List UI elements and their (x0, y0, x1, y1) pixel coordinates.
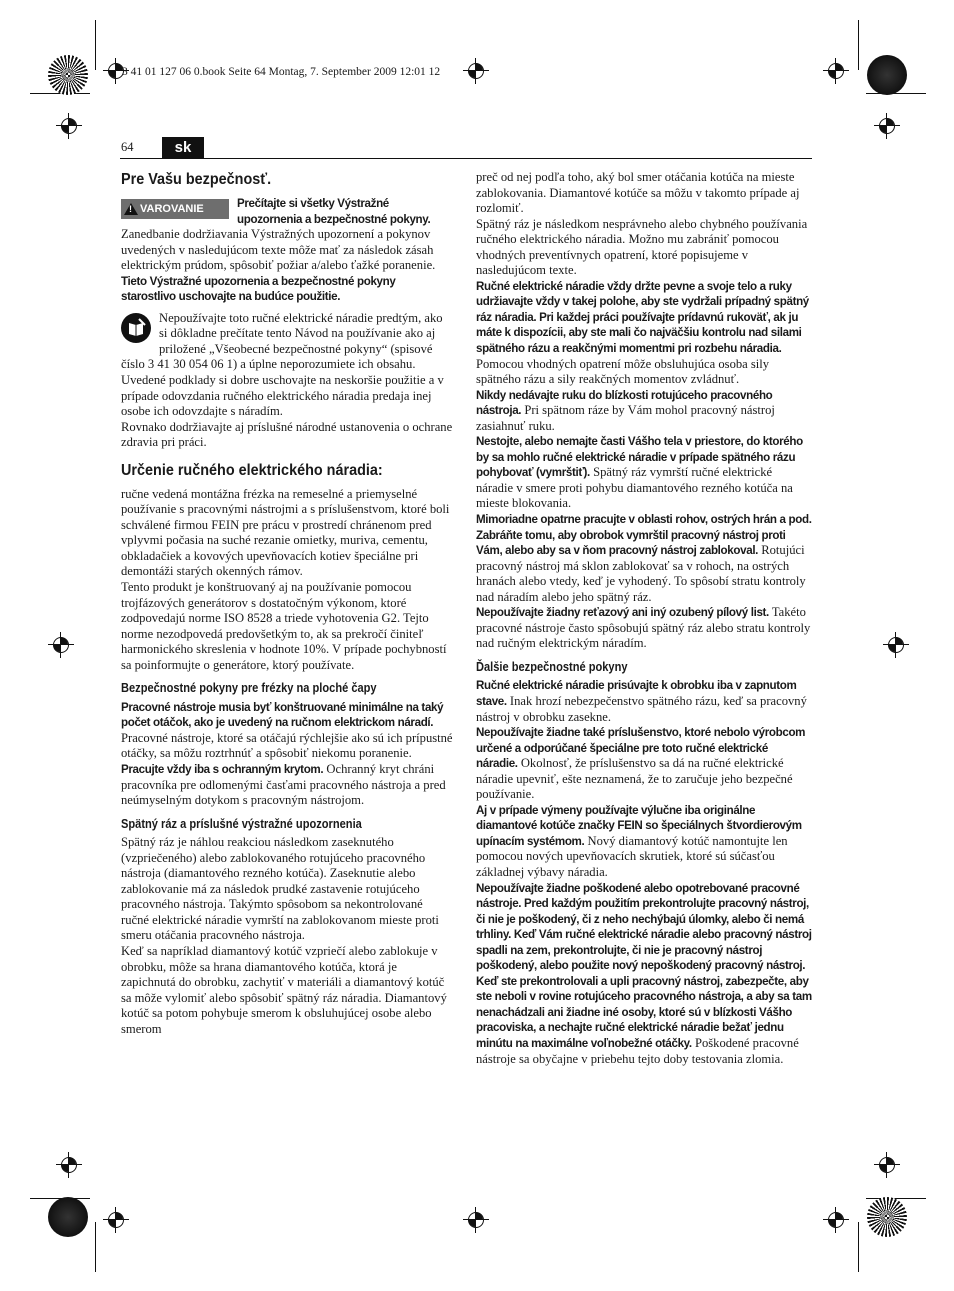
crop-mark (858, 20, 859, 70)
warning-label: VAROVANIE (140, 203, 204, 215)
crop-mark (866, 93, 926, 94)
page-number: 64 (121, 140, 134, 154)
crop-mark (95, 1222, 96, 1272)
keep-instructions: Tieto Výstražné upozornenia a bezpečnostné pokyny starostlivo uschovajte na budúce použitie. (121, 274, 396, 304)
registration-mark-icon (874, 1152, 900, 1178)
registration-mark-icon (103, 1207, 129, 1233)
manual-paragraph (121, 311, 453, 420)
rule-bold: Ručné elektrické náradie vždy držte pevne a svoje telo a ruky udržiavajte vždy v takej polohe, aby ste vydržali prípadný spätný ráz náradia. Pri každej práci používajte prídavnú rukoväť, ak ju máte k dispozícii, aby ste mali čo najväčšiu kontrolu nad silami spätného rázu a reakčnými momentmi pri rozbehu náradia. (476, 279, 809, 356)
rule-bold: Nestojte, alebo nemajte časti Vášho tela v priestore, do ktorého by sa mohlo ručné elektrické náradie v prípade spätného rázu pohybovať (vymrštiť). (476, 435, 803, 480)
rule-text: Pri spätnom ráze by Vám mohol pracovný nástroj zasiahnuť ruku. (476, 403, 775, 433)
rule-corners (476, 512, 812, 605)
usage-paragraph-2: Tento produkt je konštruovaný aj na používanie pomocou trojfázových generátorov s dostatočným výkonom, ktoré zodpovedajú norme ISO 8528 a triede vyhotovenia G2. Tejto norme nezodpovedá predovšetkým to, ak sa prekročí činiteľ harmonického skreslenia v hodnote 10%. V prípade pochybností sa poinformujte o generátore, ktorý používate. (121, 580, 447, 672)
rule-bold: Mimoriadne opatrne pracujte v oblasti rohov, ostrých hrán a pod. Zabráňte tomu, aby obrobok vymrštil pracovný nástroj proti Vám, alebo aby sa v ňom pracovný nástroj zablokoval. (476, 513, 812, 558)
registration-mark-icon (56, 113, 82, 139)
rule-text: Pomocou vhodných opatrení môže obsluhujúca osoba sily spätného rázu a sily reakčných momentov zvládnuť. (476, 356, 770, 387)
color-target-icon (867, 55, 907, 95)
rule-bold: Aj v prípade výmeny používajte výlučne iba originálne diamantové kotúče značky FEIN so špeciálnych štvordierovým upínacím systémom. (476, 803, 802, 848)
rule-text: Poškodené pracovné nástroje sa obyčajne v priebehu tejto doby testovania zlomia. (476, 1036, 799, 1066)
rule-text: Okolnosť, že príslušenstvo sa dá na ručné elektrické náradie upevniť, ešte neznamená, že to zaručuje jeho bezpečné používanie. (476, 756, 793, 802)
registration-mark-icon (463, 1207, 489, 1233)
rule-text: Takéto pracovné nástroje často spôsobujú spätný ráz alebo stratu kontroly nad ručným elektrickým náradím. (476, 605, 811, 651)
warning-badge (121, 199, 229, 219)
read-manual-icon (121, 313, 151, 343)
rule-hold-tool (476, 279, 812, 388)
color-target-icon (48, 1197, 88, 1237)
flat-paragraph-1 (121, 700, 453, 762)
heading-kickback: Spätný ráz a príslušné výstražné upozornenia (121, 816, 362, 831)
color-target-icon (48, 55, 88, 95)
color-target-icon (867, 1197, 907, 1237)
rule-bold: Ručné elektrické náradie prisúvajte k obrobku iba v zapnutom stave. (476, 679, 797, 708)
kickback-cause: Spätný ráz je následkom nesprávneho alebo chybného používania ručného elektrického náradia. Možno mu zabrániť pomocou vhodných preventívnych opatrení, ktoré popisujeme v nasledujúcom texte. (476, 216, 808, 278)
rule-saw-blades (476, 605, 812, 652)
rule-text: Spätný ráz vymrští ručné elektrické náradie v smere proti pohybu diamantového rezného kotúča na mieste blokovania. (476, 465, 793, 511)
rule-text: Rotujúci pracovný nástroj má sklon zablokovať sa v rohoch, na ostrých hranách alebo vtedy, keď je vyhodený. To spôsobí stratu kontroly nad náradím alebo jeho spätný ráz. (476, 543, 806, 604)
kickback-paragraph-2: Keď sa napríklad diamantový kotúč vzpriečí alebo zablokuje v obrobku, môže sa hrana diamantového kotúča, ktorá je zapichnutá do obrobku, zachytiť v materiáli a diamantový kotúč sa môže vylomiť alebo spôsobiť spätný ráz náradia. Diamantový kotúč sa potom pohybuje smerom k obsluhujúcej osobe alebo smerom (121, 943, 447, 1036)
kickback-paragraph-1: Spätný ráz je náhlou reakciou následkom zaseknutého (vzpriečeného) alebo zablokovaného rotujúceho pracovného nástroja (diamantového rezného kotúča). Zaseknutie alebo zablokovanie má za následok prudké zastavenie rotujúceho pracovného nástroja. Takýmto spôsobom sa nekontrolované ručné elektrické náradie vymrští na zablokovanom mieste proti smeru otáčania pracovného nástroja. (121, 835, 439, 943)
usage-paragraph-1: ručne vedená montážna frézka na remeselné a priemyselné používanie s pracovnými nástrojmi a s príslušenstvom, ktoré boli schválené firmou FEIN pre prácu v prostredí chránenom pred vplyvmi počasia na suché rezanie omietky, muriva, cementu, obkladačiek a kovových upevňovacích kotiev špeciálne pri demontáži starých okenných rámov. (121, 486, 450, 579)
heading-usage: Určenie ručného elektrického náradia: (121, 461, 383, 479)
left-column (121, 170, 453, 1037)
flat-text-1: Pracovné nástroje, ktoré sa otáčajú rýchlejšie ako sú ich prípustné otáčky, sa môžu roztrhnúť a spôsobiť niekomu poranenie. (121, 730, 453, 761)
rule-switched-on (476, 678, 812, 725)
national-regulations: Rovnako dodržiavajte aj príslušné národné ustanovenia o ochrane zdravia pri práci. (121, 419, 453, 450)
book-file-info: 3 41 01 127 06 0.book Seite 64 Montag, 7. September 2009 12:01 12 (122, 66, 441, 78)
flat-bold-1: Pracovné nástroje musia byť konštruované minimálne na taký počet otáčok, ako je uvedený na ručnom elektrickom náradí. (121, 700, 444, 730)
warning-paragraph (121, 196, 453, 274)
registration-mark-icon (823, 58, 849, 84)
rule-bold: Nepoužívajte žiadne také príslušenstvo, ktoré nebolo výrobcom určené a odporúčané špeciálne pre toto ručné elektrické náradie. (476, 726, 806, 771)
warning-text: Zanedbanie dodržiavania Výstražných upozornení a pokynov uvedených v nasledujúcom texte môže mať za následok zásah elektrickým prúdom, spôsobiť požiar a/alebo ťažké poranenie. (121, 227, 436, 273)
registration-mark-icon (48, 632, 74, 658)
registration-mark-icon (874, 113, 900, 139)
heading-flat-dowel: Bezpečnostné pokyny pre frézky na ploché čapy (121, 681, 377, 696)
rule-hands (476, 388, 812, 435)
rule-original-blades (476, 803, 812, 881)
crop-mark (95, 20, 96, 70)
right-column (476, 170, 812, 1067)
rule-accessories (476, 725, 812, 803)
header-rule (120, 158, 812, 159)
registration-mark-icon (463, 58, 489, 84)
rule-text: Inak hrozí nebezpečenstvo spätného rázu, keď sa pracovný nástroj v obrobku zasekne. (476, 694, 807, 724)
manual-text: Nepoužívajte toto ručné elektrické náradie predtým, ako si dôkladne prečítate tento Návod na používanie ako aj priložené „Všeobecné bezpečnostné pokyny“ (spisové číslo 3 41 30 054 06 1) a úplne neporozumiete ich obsahu. Uvedené podklady si dobre uschovajte na neskoršie použitie a v prípade odovzdania ručného elektrického náradia predaja inej osobe ich odovzdajte s náradím. (121, 310, 444, 419)
flat-paragraph-2 (121, 762, 453, 809)
registration-mark-icon (823, 1207, 849, 1233)
registration-mark-icon (56, 1152, 82, 1178)
rule-body-position (476, 434, 812, 512)
registration-mark-icon (883, 632, 909, 658)
heading-further-safety: Ďalšie bezpečnostné pokyny (476, 659, 628, 674)
rule-bold: Nikdy nedávajte ruku do blízkosti rotujúceho pracovného nástroja. (476, 388, 773, 418)
rule-text: Nový diamantový kotúč namontujte len pomocou nových upevňovacích skrutiek, ktoré sú súčasťou základnej výbavy náradia. (476, 833, 788, 880)
flat-text-2: Ochranný kryt chráni pracovníka pre odlomenými časťami pracovného nástroja a pred neúmyselným dotykom s pracovným nástrojom. (121, 762, 446, 808)
rule-bold: Nepoužívajte žiadne poškodené alebo opotrebované pracovné nástroje. Pred každým použitím prekontrolujte pracovný nástroj, či nie je poškodený, či z neho nechýbajú úlomky, alebo či nemá trhliny. Keď Vám ručné elektrické náradie alebo pracovný nástroj spadli na zem, prekontrolujte, či nie je pracovný nástroj poškodený, alebo použite nový nepoškodený pracovný nástroj. Keď ste prekontrolovali a upli pracovný nástroj, zabezpečte, aby ste neboli v rovine rotujúceho pracovného nástroja, a aby sa tam nenachádzali ani žiadne iné osoby, ktoré sú v blízkosti Vášho pracoviska, a nechajte ručné elektrické náradie bežať jednu minútu na maximálne voľnobežné otáčky. (476, 881, 812, 1051)
language-tab: sk (162, 137, 204, 159)
flat-bold-2: Pracujte vždy iba s ochranným krytom. (121, 763, 324, 776)
crop-mark (858, 1222, 859, 1272)
warning-triangle-icon (124, 203, 138, 215)
rule-damaged-tools (476, 881, 812, 1068)
heading-safety: Pre Vašu bezpečnosť. (121, 171, 272, 188)
rule-bold: Nepoužívajte žiadny reťazový ani iný ozubený pílový list. (476, 606, 769, 620)
warning-bold: Prečítajte si všetky Výstražné upozornenia a bezpečnostné pokyny. (237, 197, 431, 226)
continued-paragraph: preč od nej podľa toho, aký bol smer otáčania kotúča na mieste zablokovania. Diamantové kotúče sa môžu v takomto prípade aj rozlomiť. (476, 170, 800, 216)
